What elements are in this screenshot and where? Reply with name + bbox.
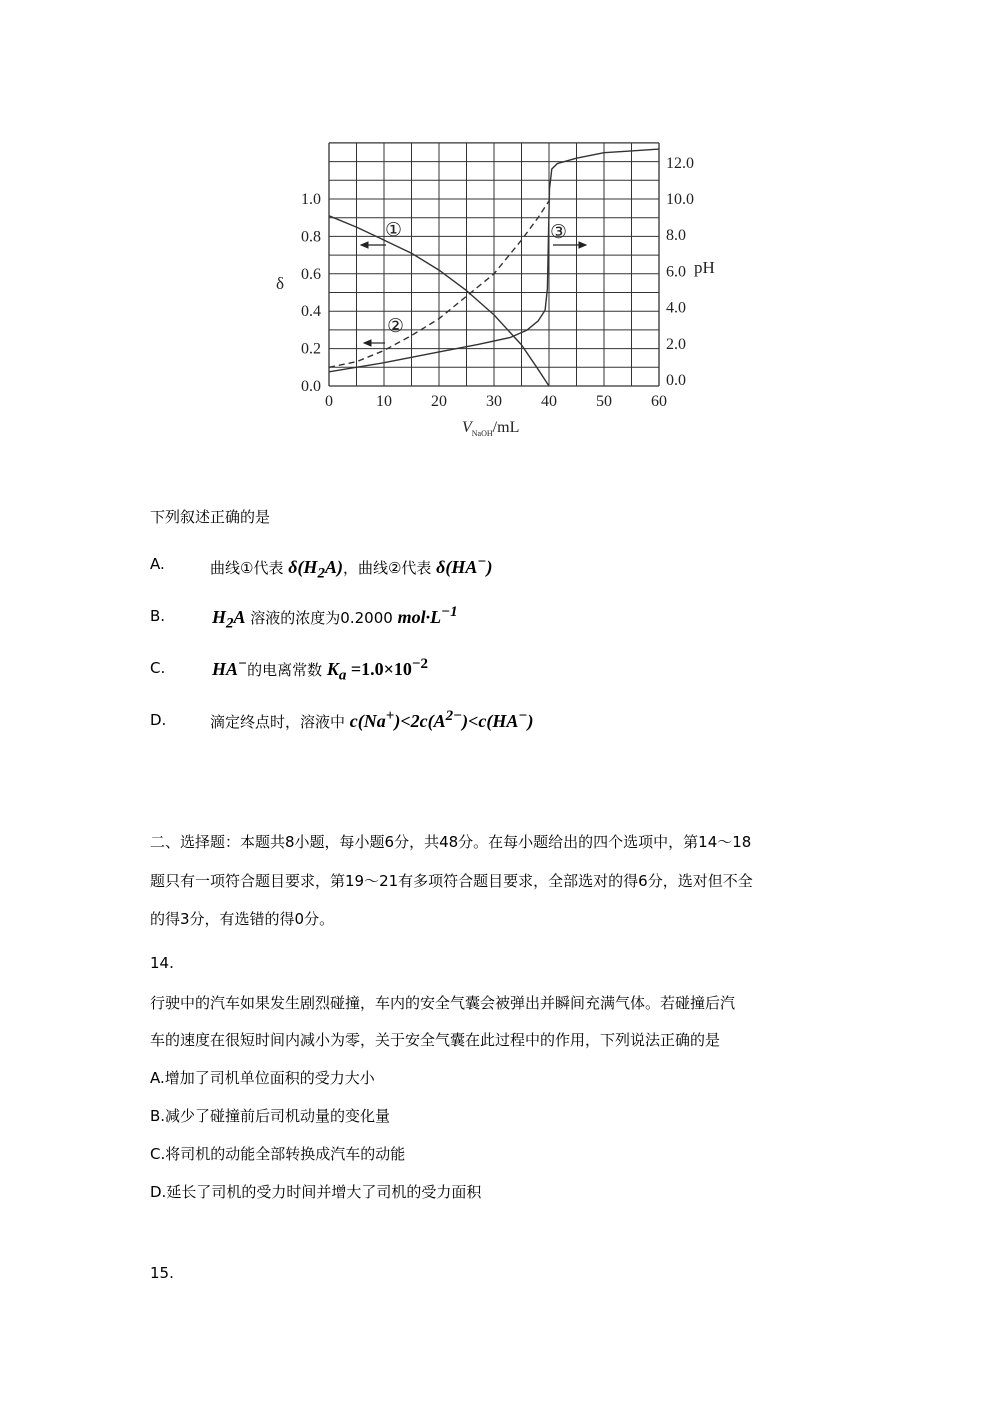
option-text: 曲线①代表 <box>210 559 289 577</box>
x-axis-label <box>462 419 519 438</box>
x-tick-label: 10 <box>376 393 392 410</box>
formula-sub: 2 <box>317 565 325 582</box>
formula-sup: − <box>238 656 248 672</box>
formula <box>349 708 534 731</box>
formula <box>436 554 493 577</box>
formula-part: A <box>233 607 246 627</box>
option-letter: A. <box>150 555 165 573</box>
formula-part: )<2c(A <box>394 711 446 731</box>
option-letter: D. <box>150 711 167 729</box>
y-left-tick-label: 0.2 <box>301 340 321 358</box>
formula <box>397 604 458 627</box>
formula-sub: 2 <box>226 615 234 632</box>
formula-sub: a <box>338 667 347 684</box>
y-right-tick-label: 8.0 <box>666 227 686 245</box>
formula-part: HA <box>212 659 239 679</box>
arrow-left-icon <box>361 242 386 248</box>
option-b-content <box>212 603 458 633</box>
option-c-content <box>212 655 428 685</box>
option-letter: B. <box>150 607 166 625</box>
y-right-tick-label: 0.0 <box>666 372 686 389</box>
question-14-number: 14. <box>150 954 174 972</box>
formula-part: A) <box>324 557 343 577</box>
chart-grid <box>329 143 659 386</box>
option-letter: C. <box>150 659 166 677</box>
formula-part: =1.0×10 <box>346 659 412 679</box>
curve-1-label: ① <box>385 220 403 241</box>
titration-chart <box>0 0 993 460</box>
y-right-axis-label: pH <box>694 258 715 277</box>
option-a-content <box>210 553 492 583</box>
y-left-axis-label: δ <box>276 274 285 293</box>
y-right-tick-label: 6.0 <box>666 263 686 281</box>
section2-line: 二、选择题：本题共8小题，每小题6分，共48分。在每小题给出的四个选项中，第14～18 <box>150 833 752 851</box>
option-text: 溶液的浓度为0.2000 <box>245 609 398 627</box>
question-14-stem-line: 车的速度在很短时间内减小为零，关于安全气囊在此过程中的作用，下列说法正确的是 <box>150 1031 721 1049</box>
option-d-content <box>210 707 534 731</box>
curve-2-label: ② <box>387 316 405 337</box>
question-14-option-a: A.增加了司机单位面积的受力大小 <box>150 1069 375 1087</box>
x-axis-label-v: V <box>462 419 472 436</box>
formula-sup: − <box>477 554 487 570</box>
formula-sup: −1 <box>441 604 458 620</box>
formula-part: H <box>212 607 227 627</box>
y-left-tick-label: 1.0 <box>301 191 321 208</box>
x-tick-label: 0 <box>325 393 333 410</box>
formula-part: )<c(HA <box>462 711 519 731</box>
curve-3-label: ③ <box>550 222 568 243</box>
formula <box>212 656 248 679</box>
option-text: ，曲线②代表 <box>342 559 437 577</box>
section2-line: 的得3分，有选错的得0分。 <box>150 910 335 928</box>
question-14-option-d: D.延长了司机的受力时间并增大了司机的受力面积 <box>150 1183 482 1201</box>
y-left-tick-label: 0.0 <box>301 378 321 395</box>
formula <box>212 607 246 632</box>
formula <box>288 557 343 582</box>
y-left-tick-label: 0.6 <box>301 265 321 283</box>
y-right-tick-label: 10.0 <box>666 191 694 208</box>
y-left-tick-label: 0.8 <box>301 228 321 246</box>
chart-ticks <box>301 155 694 410</box>
question-14-option-c: C.将司机的动能全部转换成汽车的动能 <box>150 1145 406 1163</box>
formula-sup: 2− <box>445 708 463 724</box>
formula-part: ) <box>527 711 534 731</box>
x-tick-label: 20 <box>431 393 447 410</box>
formula-part: K <box>326 659 339 679</box>
arrow-left-icon <box>364 340 385 346</box>
y-left-tick-label: 0.4 <box>301 303 321 321</box>
x-axis-label-sub: NaOH <box>471 429 493 438</box>
y-right-tick-label: 4.0 <box>666 299 686 317</box>
question-15-number: 15. <box>150 1264 174 1282</box>
formula <box>326 659 347 684</box>
formula <box>346 656 428 679</box>
y-right-tick-label: 2.0 <box>666 335 686 353</box>
x-tick-label: 40 <box>541 393 557 410</box>
formula-part: δ(H <box>288 557 318 577</box>
y-right-tick-label: 12.0 <box>666 154 694 172</box>
formula-sup: −2 <box>411 656 428 672</box>
x-tick-label: 60 <box>651 393 667 410</box>
formula-sup: − <box>518 708 528 724</box>
formula-sup: + <box>385 708 395 724</box>
x-tick-label: 30 <box>486 393 502 410</box>
x-tick-label: 50 <box>596 393 612 410</box>
section2-line: 题只有一项符合题目要求，第19～21有多项符合题目要求，全部选对的得6分，选对但不全 <box>150 872 753 890</box>
formula-part: c(Na <box>349 711 386 731</box>
x-axis-label-unit: /mL <box>492 419 520 436</box>
formula-part: mol·L <box>397 607 442 627</box>
question-stem: 下列叙述正确的是 <box>150 508 271 526</box>
option-text: 滴定终点时，溶液中 <box>210 713 350 731</box>
question-14-stem-line: 行驶中的汽车如果发生剧烈碰撞，车内的安全气囊会被弹出并瞬间充满气体。若碰撞后汽 <box>150 994 736 1012</box>
formula-part: ) <box>486 557 493 577</box>
formula-part: δ(HA <box>436 557 478 577</box>
question-14-option-b: B.减少了碰撞前后司机动量的变化量 <box>150 1107 391 1125</box>
option-text: 的电离常数 <box>247 661 327 679</box>
